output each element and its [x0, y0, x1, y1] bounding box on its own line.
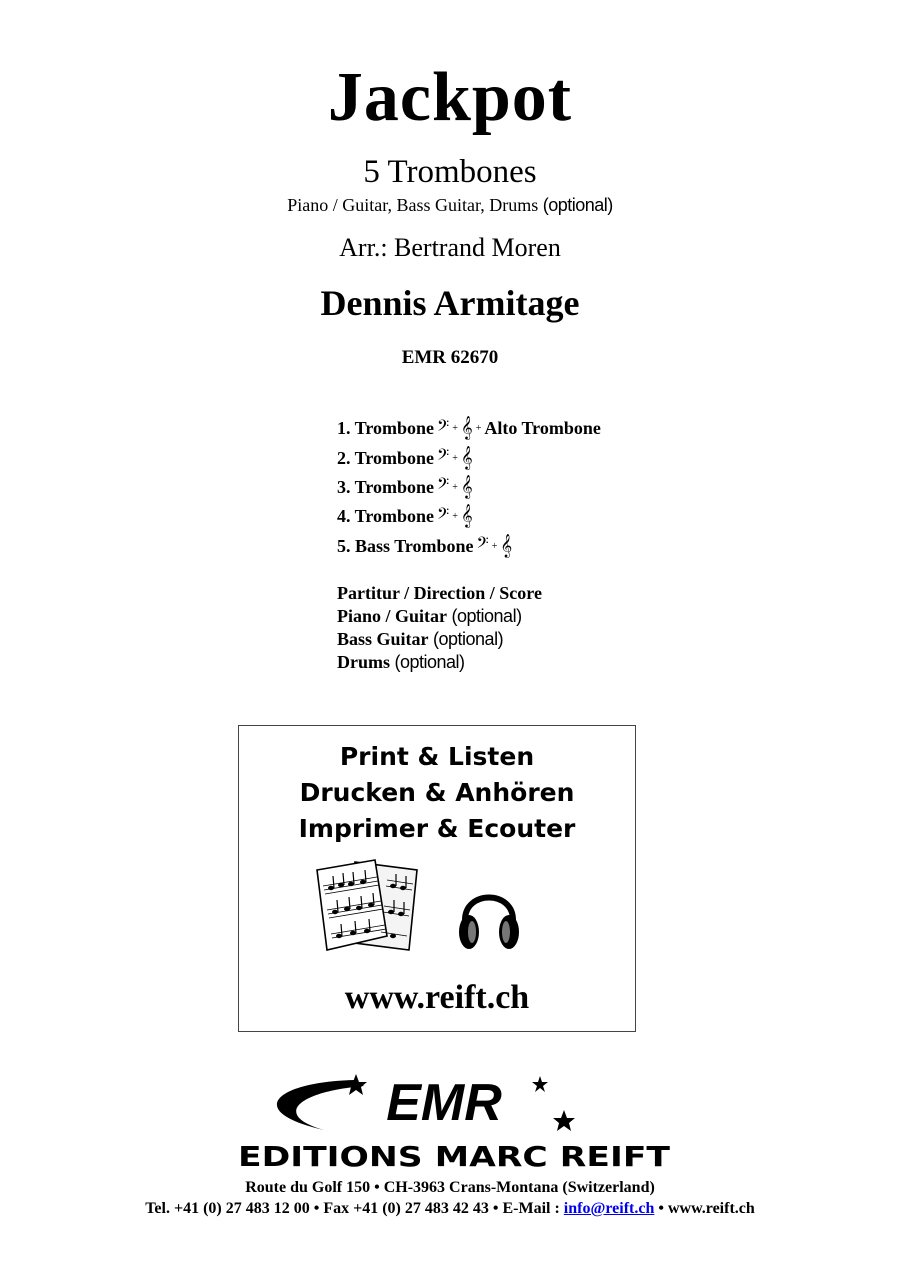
- part-item: [337, 443, 601, 472]
- publisher-contact: Tel. +41 (0) 27 483 12 00 • Fax +41 (0) 27 483 42 43 • E-Mail : info@reift.ch • www.reift.ch: [145, 1200, 755, 1217]
- svg-text:EMR: EMR: [386, 1074, 502, 1132]
- extra-item: Partitur / Direction / Score: [337, 583, 542, 603]
- bass-clef-icon: 𝄢: [476, 535, 489, 557]
- headphones-icon: [457, 876, 521, 956]
- bass-clef-icon: 𝄢: [437, 417, 450, 439]
- promo-url: www.reift.ch: [344, 979, 530, 1016]
- treble-clef-icon: 𝄞: [460, 446, 473, 469]
- part-suffix: Alto Trombone: [484, 418, 601, 439]
- clef-icons: 𝄢 + 𝄞: [437, 505, 473, 528]
- part-label: 2. Trombone: [337, 447, 435, 468]
- extras-list: [337, 582, 542, 674]
- promo-line-en: Print & Listen: [339, 742, 535, 771]
- score-title: Jackpot: [327, 59, 573, 136]
- clef-icons: 𝄢 + 𝄞: [437, 475, 473, 498]
- part-item: [337, 502, 601, 531]
- promo-line-de: Drucken & Anhören: [299, 778, 575, 807]
- extra-item: Drums (optional): [337, 652, 465, 672]
- bass-clef-icon: 𝄢: [437, 505, 450, 527]
- print-listen-box: [238, 725, 636, 1032]
- sheet-music-icon: [309, 856, 439, 956]
- publisher-address: Route du Golf 150 • CH-3963 Crans-Montana (Switzerland): [245, 1179, 655, 1196]
- instrumentation-main: Piano / Guitar, Bass Guitar, Drums: [287, 195, 539, 215]
- svg-text:EDITIONS MARC REIFT: EDITIONS MARC REIFT: [238, 1140, 670, 1172]
- composer: Dennis Armitage: [320, 283, 580, 323]
- ensemble-subtitle: 5 Trombones: [363, 154, 537, 190]
- part-label: 4. Trombone: [337, 506, 435, 527]
- part-item: [337, 473, 601, 502]
- treble-clef-icon: 𝄞: [500, 534, 513, 557]
- part-item: [337, 532, 601, 561]
- bass-clef-icon: 𝄢: [437, 447, 450, 469]
- email-link[interactable]: info@reift.ch: [563, 1200, 655, 1217]
- part-label: 1. Trombone: [337, 418, 435, 439]
- instrumentation-optional: (optional): [542, 195, 613, 215]
- part-item: [337, 414, 601, 443]
- treble-clef-icon: 𝄞: [460, 475, 473, 498]
- catalog-number: EMR 62670: [401, 347, 499, 368]
- emr-logo: [234, 1068, 674, 1172]
- extra-item: Bass Guitar (optional): [337, 629, 504, 649]
- clef-icons: 𝄢 + 𝄞 +: [437, 417, 482, 440]
- instrumentation: [0, 193, 900, 217]
- clef-icons: 𝄢 + 𝄞: [476, 534, 513, 557]
- part-label: 5. Bass Trombone: [337, 535, 474, 556]
- clef-icons: 𝄢 + 𝄞: [437, 446, 473, 469]
- part-label: 3. Trombone: [337, 476, 435, 497]
- parts-list: [337, 414, 601, 561]
- extra-item: Piano / Guitar (optional): [337, 606, 522, 626]
- arranger: Arr.: Bertrand Moren: [339, 233, 561, 262]
- treble-clef-icon: 𝄞: [460, 417, 473, 440]
- treble-clef-icon: 𝄞: [460, 505, 473, 528]
- bass-clef-icon: 𝄢: [437, 476, 450, 498]
- promo-line-fr: Imprimer & Ecouter: [298, 814, 576, 843]
